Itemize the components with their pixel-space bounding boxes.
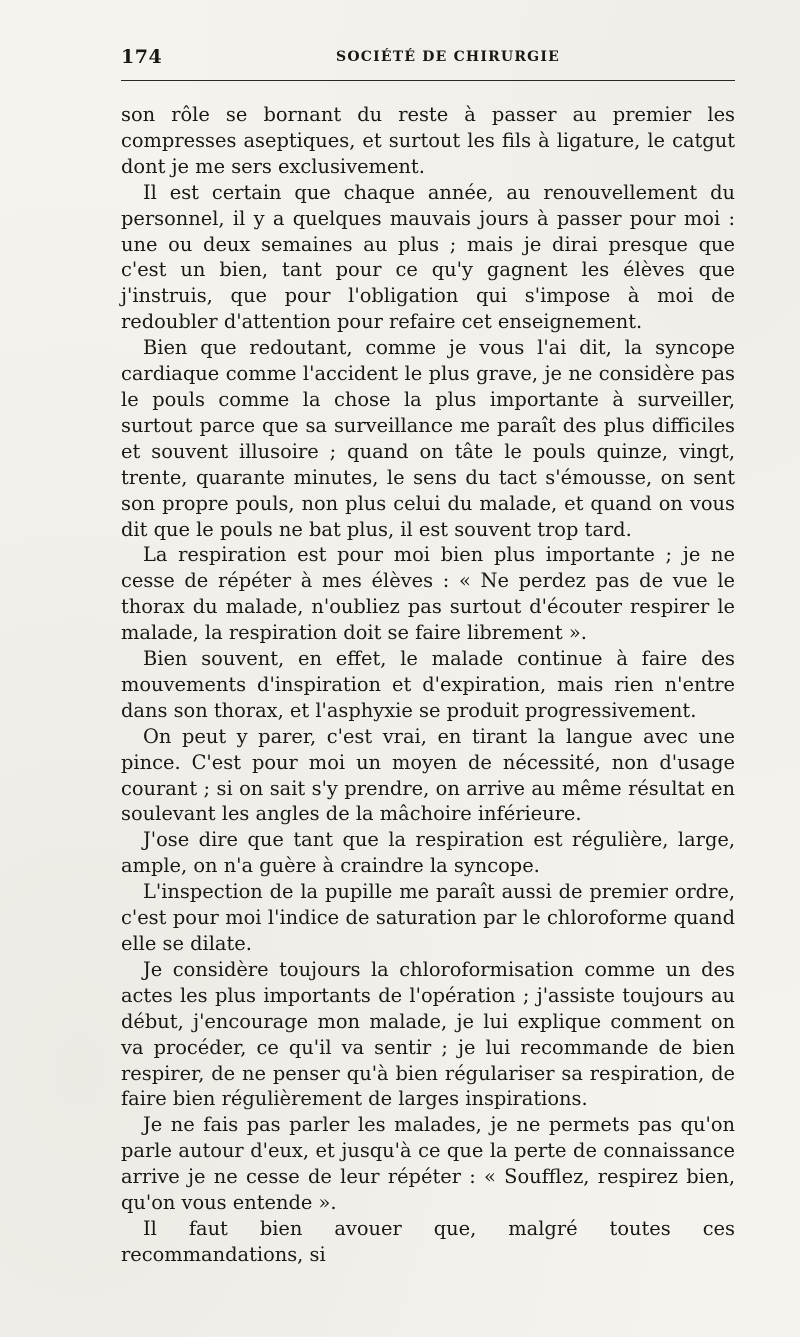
- header-rule: [121, 80, 735, 81]
- paragraph: son rôle se bornant du reste à passer au premier les compresses aseptiques, et surtout les fils à ligature, le catgut dont je me sers exclusivement.: [121, 103, 735, 178]
- paragraph: Je ne fais pas parler les malades, je ne permets pas qu'on parle autour d'eux, et jusqu'à ce que la perte de connaissance arrive je ne cesse de leur répéter : « Soufflez, respirez bien, qu'on vous entende ».: [121, 1113, 735, 1215]
- paragraph: J'ose dire que tant que la respiration est régulière, large, ample, on n'a guère à craindre la syncope.: [121, 828, 735, 878]
- paragraph: La respiration est pour moi bien plus importante ; je ne cesse de répéter à mes élèves : « Ne perdez pas de vue le thorax du malade, n'oubliez pas surtout d'écouter respirer le malade, la respiration doit se faire librement ».: [121, 543, 735, 645]
- paragraph: Je considère toujours la chloroformisation comme un des actes les plus importants de l'opération ; j'assiste toujours au début, j'encourage mon malade, je lui explique comment on va procéder, ce qu'il va sentir ; je lui recommande de bien respirer, de ne penser qu'à bien régulariser sa respiration, de faire bien régulièrement de larges inspirations.: [121, 957, 735, 1111]
- running-title: SOCIÉTÉ DE CHIRURGIE: [336, 49, 560, 65]
- running-header: [121, 46, 735, 72]
- paragraph: Bien que redoutant, comme je vous l'ai dit, la syncope cardiaque comme l'accident le plus grave, je ne considère pas le pouls comme la chose la plus importante à surveiller, surtout parce que sa surveillance me paraît des plus difficiles et souvent illusoire ; quand on tâte le pouls quinze, vingt, trente, quarante minutes, le sens du tact s'émousse, on sent son propre pouls, non plus celui du malade, et quand on vous dit que le pouls ne bat plus, il est souvent trop tard.: [121, 336, 735, 541]
- paragraph: Il est certain que chaque année, au renouvellement du personnel, il y a quelques mauvais jours à passer pour moi : une ou deux semaines au plus ; mais je dirai presque que c'est un bien, tant pour ce qu'y gagnent les élèves que j'instruis, que pour l'obligation qui s'impose à moi de redoubler d'attention pour refaire cet enseignement.: [121, 180, 735, 334]
- page-number: 174: [121, 46, 163, 68]
- paragraph: L'inspection de la pupille me paraît aussi de premier ordre, c'est pour moi l'indice de saturation par le chloroforme quand elle se dilate.: [121, 880, 735, 955]
- paragraph: Il faut bien avouer que, malgré toutes ces recommandations, si: [121, 1216, 735, 1266]
- body-text: [121, 102, 735, 1268]
- paragraph: Bien souvent, en effet, le malade continue à faire des mouvements d'inspiration et d'expiration, mais rien n'entre dans son thorax, et l'asphyxie se produit progressivement.: [121, 647, 735, 722]
- paragraph: On peut y parer, c'est vrai, en tirant la langue avec une pince. C'est pour moi un moyen de nécessité, non d'usage courant ; si on sait s'y prendre, on arrive au même résultat en soulevant les angles de la mâchoire inférieure.: [121, 724, 735, 826]
